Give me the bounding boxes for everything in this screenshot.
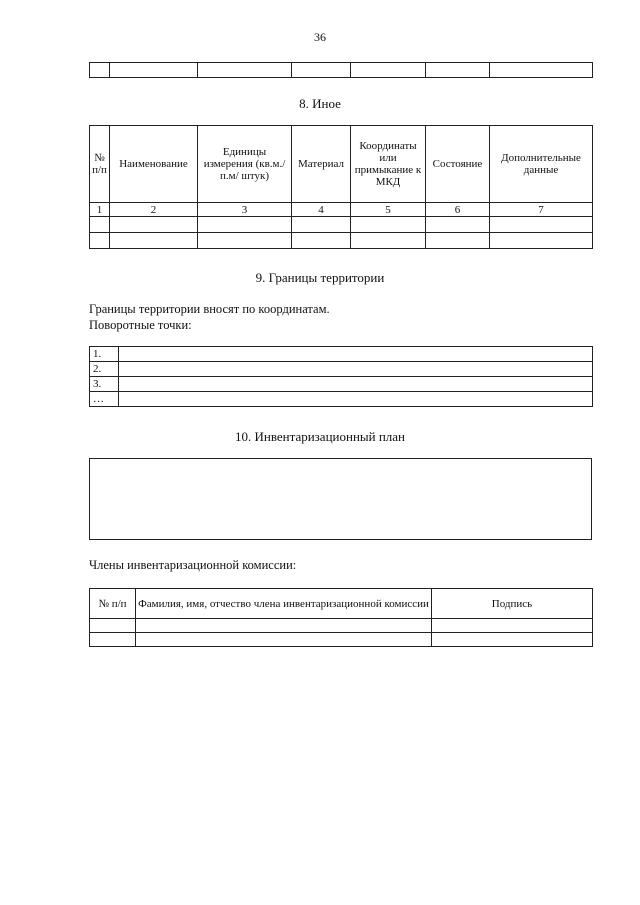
column-number: 2	[110, 203, 198, 217]
column-number: 3	[198, 203, 292, 217]
page-number: 36	[314, 30, 326, 44]
column-number: 1	[90, 203, 110, 217]
col-number-header: № п/п	[90, 589, 136, 619]
table-row	[90, 217, 593, 233]
table-row	[90, 377, 593, 392]
col-signature-header: Подпись	[432, 589, 593, 619]
table-row	[90, 392, 593, 407]
section-9-title: 9. Границы территории	[255, 270, 385, 285]
column-number: 5	[351, 203, 426, 217]
table-row	[90, 619, 593, 633]
turning-points-table	[89, 346, 593, 407]
col-fullname-header: Фамилия, имя, отчество члена инвентаризационной комиссии	[136, 589, 432, 619]
boundaries-text: Границы территории вносят по координатам.	[89, 302, 330, 316]
col-units-header: Единицы измерения (кв.м./п.м/ штук)	[198, 126, 292, 203]
section-8-title: 8. Иное	[299, 96, 341, 111]
col-number-header: № п/п	[90, 126, 110, 203]
turning-points-label: Поворотные точки:	[89, 318, 192, 332]
commission-table	[89, 588, 593, 647]
point-number: …	[90, 392, 119, 407]
inventory-plan-box	[89, 458, 592, 540]
column-number: 7	[490, 203, 593, 217]
table-row	[90, 233, 593, 249]
col-coordinates-header: Координаты или примыкание к МКД	[351, 126, 426, 203]
continuation-table	[89, 62, 593, 78]
table-header-row	[90, 126, 593, 203]
section-10-title: 10. Инвентаризационный план	[234, 429, 406, 444]
other-objects-table	[89, 125, 593, 249]
point-number: 3.	[90, 377, 119, 392]
point-number: 2.	[90, 362, 119, 377]
table-header-row	[90, 589, 593, 619]
point-number: 1.	[90, 347, 119, 362]
commission-label: Члены инвентаризационной комиссии:	[89, 558, 297, 572]
col-name-header: Наименование	[110, 126, 198, 203]
col-condition-header: Состояние	[426, 126, 490, 203]
col-material-header: Материал	[292, 126, 351, 203]
table-row	[90, 347, 593, 362]
table-row	[90, 633, 593, 647]
col-additional-header: Дополнительные данные	[490, 126, 593, 203]
column-number: 6	[426, 203, 490, 217]
column-number-row	[90, 203, 593, 217]
table-row	[90, 362, 593, 377]
column-number: 4	[292, 203, 351, 217]
